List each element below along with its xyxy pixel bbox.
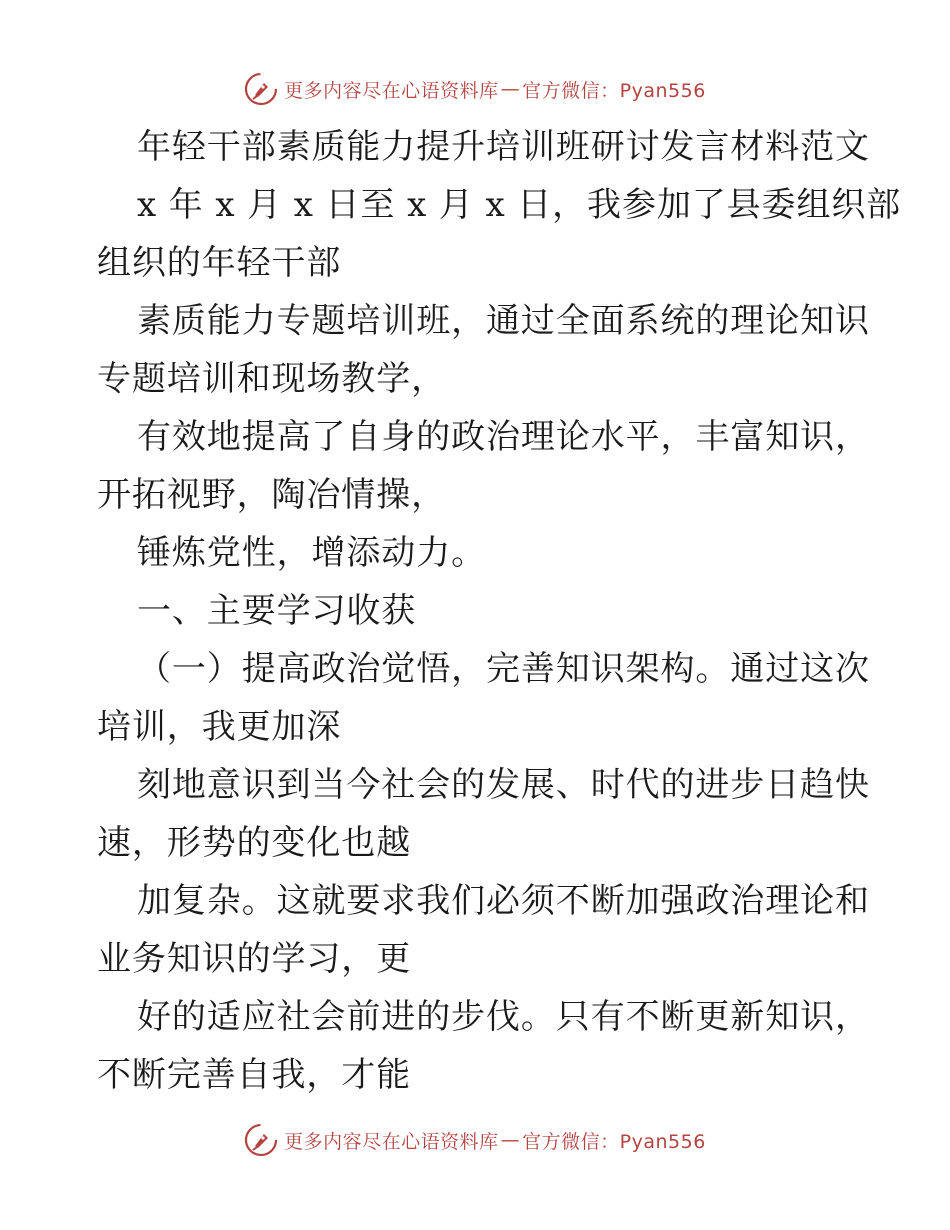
paragraph-line: 速，形势的变化也越: [97, 823, 412, 863]
watermark-separator: —: [500, 78, 521, 100]
watermark-wechat-text: 官方微信：Pyan556: [522, 1130, 706, 1153]
paragraph-line: 好的适应社会前进的步伐。只有不断更新知识，: [137, 997, 870, 1037]
paragraph-line: 开拓视野，陶冶情操，: [97, 475, 446, 515]
pen-nib-logo-icon: [244, 1123, 278, 1157]
pen-nib-logo-icon: [244, 72, 278, 106]
paragraph-line: 素质能力专题培训班，通过全面系统的理论知识: [137, 301, 870, 341]
paragraph-line: 培训，我更加深: [97, 707, 342, 747]
footer-watermark: [0, 1122, 950, 1158]
paragraph-line: 有效地提高了自身的政治理论水平，丰富知识，: [137, 417, 870, 457]
paragraph-line: 业务知识的学习，更: [97, 939, 412, 979]
header-watermark: [0, 71, 950, 107]
paragraph-line: 刻地意识到当今社会的发展、时代的进步日趋快: [137, 765, 870, 805]
paragraph-line: 组织的年轻干部: [97, 243, 342, 283]
watermark-separator: —: [500, 1129, 521, 1151]
watermark-site-text: 更多内容尽在心语资料库: [284, 1130, 499, 1153]
section-heading: 一、主要学习收获: [137, 591, 417, 631]
watermark-site-text: 更多内容尽在心语资料库: [284, 79, 499, 102]
paragraph-line: 不断完善自我，才能: [97, 1055, 412, 1095]
paragraph-line: （一）提高政治觉悟，完善知识架构。通过这次: [137, 649, 870, 689]
paragraph-line: 加复杂。这就要求我们必须不断加强政治理论和: [137, 881, 870, 921]
paragraph-line: 锤炼党性，增添动力。: [137, 533, 486, 573]
paragraph-line: x 年 x 月 x 日至 x 月 x 日，我参加了县委组织部: [137, 185, 902, 225]
watermark-wechat-text: 官方微信：Pyan556: [522, 79, 706, 102]
document-body: [97, 118, 902, 1104]
paragraph-line: 专题培训和现场教学，: [97, 359, 446, 399]
document-title: 年轻干部素质能力提升培训班研讨发言材料范文: [137, 127, 870, 167]
